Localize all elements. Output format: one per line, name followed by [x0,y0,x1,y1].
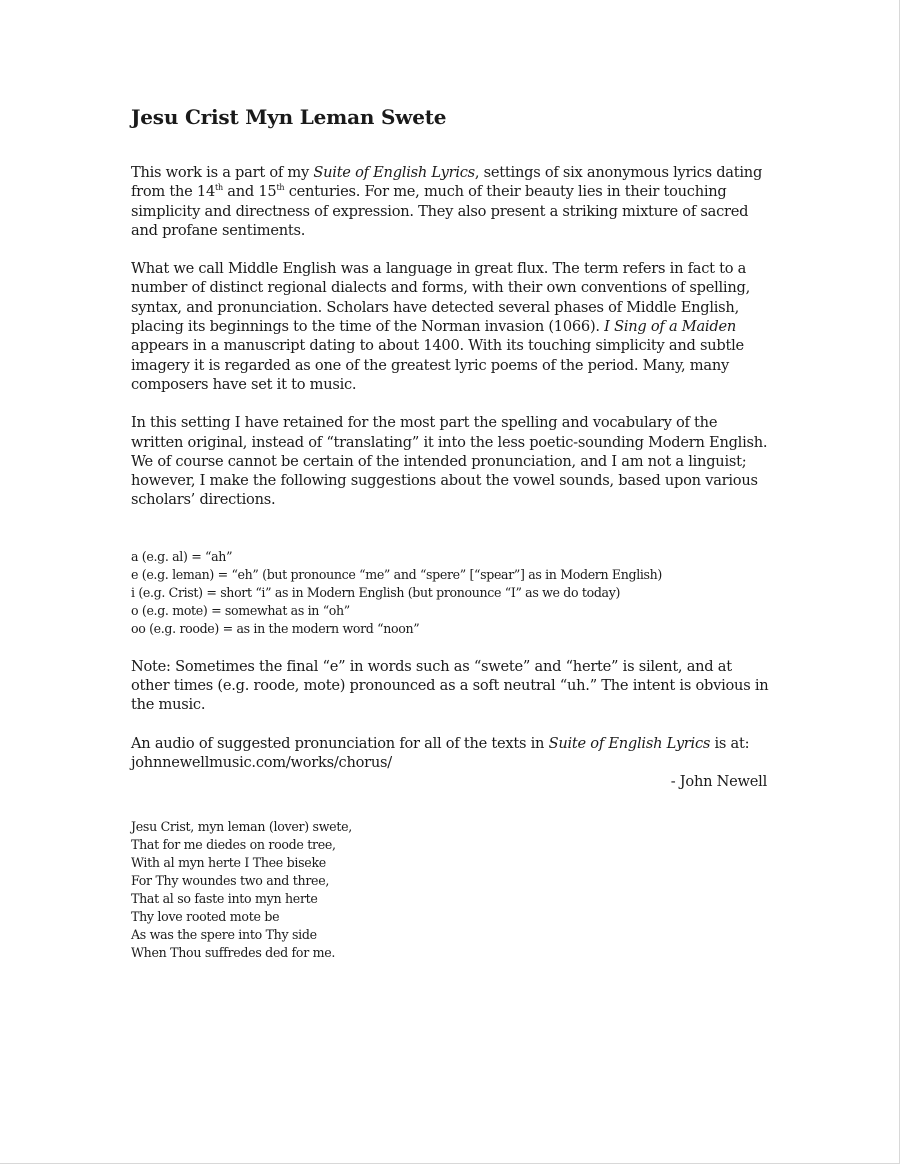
setting-paragraph: In this setting I have retained for the most part the spelling and vocabulary of the written original, instead of “translating” it into the less poetic-sounding Modern English. We of course cannot be certain of the intended pronunciation, and I am not a linguist; however, I make the following suggestions about the vowel sounds, based upon various scholars’ directions. [131,414,768,509]
work-title: I Sing of a Maiden [604,318,736,336]
author-signature: - John Newell [670,773,767,791]
poem-line: That for me diedes on roode tree, [131,836,336,852]
suite-title: Suite of English Lyrics [313,164,475,181]
vowel-line: o (e.g. mote) = somewhat as in “oh” [131,602,350,618]
audio-paragraph: An audio of suggested pronunciation for all of the texts in Suite of English Lyrics is at: johnnewellmusic.com/works/chorus/ [131,734,750,771]
vowel-line: a (e.g. al) = “ah” [131,548,233,564]
poem-line: For Thy woundes two and three, [131,872,330,888]
document-title: Jesu Crist Myn Leman Swete [131,105,447,129]
suite-title: Suite of English Lyrics [548,734,711,752]
poem-line: Jesu Crist, myn leman (lover) swete, [131,818,352,834]
poem-line: As was the spere into Thy side [131,926,317,942]
intro-paragraph: This work is a part of my Suite of English Lyrics, settings of six anonymous lyrics dating from the 14th and 15th centuries. For me, much of their beauty lies in their touching simplicity and directness of expression. They also present a striking mixture of sacred and profane sentiments. [131,164,763,239]
document-content [131,102,771,962]
poem-line: Thy love rooted mote be [131,908,280,924]
poem-line: When Thou suffredes ded for me. [131,944,336,960]
poem-text [131,818,771,962]
poem-line: That al so faste into myn herte [131,890,318,906]
vowel-line: e (e.g. leman) = “eh” (but pronounce “me” and “spere” [“spear”] as in Modern English) [131,566,662,582]
note-paragraph: Note: Sometimes the final “e” in words such as “swete” and “herte” is silent, and at other times (e.g. roode, mote) pronounced as a soft neutral “uh.” The intent is obvious in the music. [131,657,769,714]
poem-line: With al myn herte I Thee biseke [131,854,326,870]
vowel-line: i (e.g. Crist) = short “i” as in Modern English (but pronounce “I” as we do today) [131,584,621,600]
vowel-guide [131,548,771,638]
middle-english-paragraph: What we call Middle English was a language in great flux. The term refers in fact to a number of distinct regional dialects and forms, with their own conventions of spelling, syntax, and pronunciation. Scholars have detected several phases of Middle English, placing its beginnings to the time of the Norman invasion (1066). I Sing of a Maiden appears in a manuscript dating to about 1400. With its touching simplicity and subtle imagery it is regarded as one of the greatest lyric poems of the period. Many, many composers have set it to music. [131,260,750,393]
vowel-line: oo (e.g. roode) = as in the modern word “noon” [131,620,420,636]
